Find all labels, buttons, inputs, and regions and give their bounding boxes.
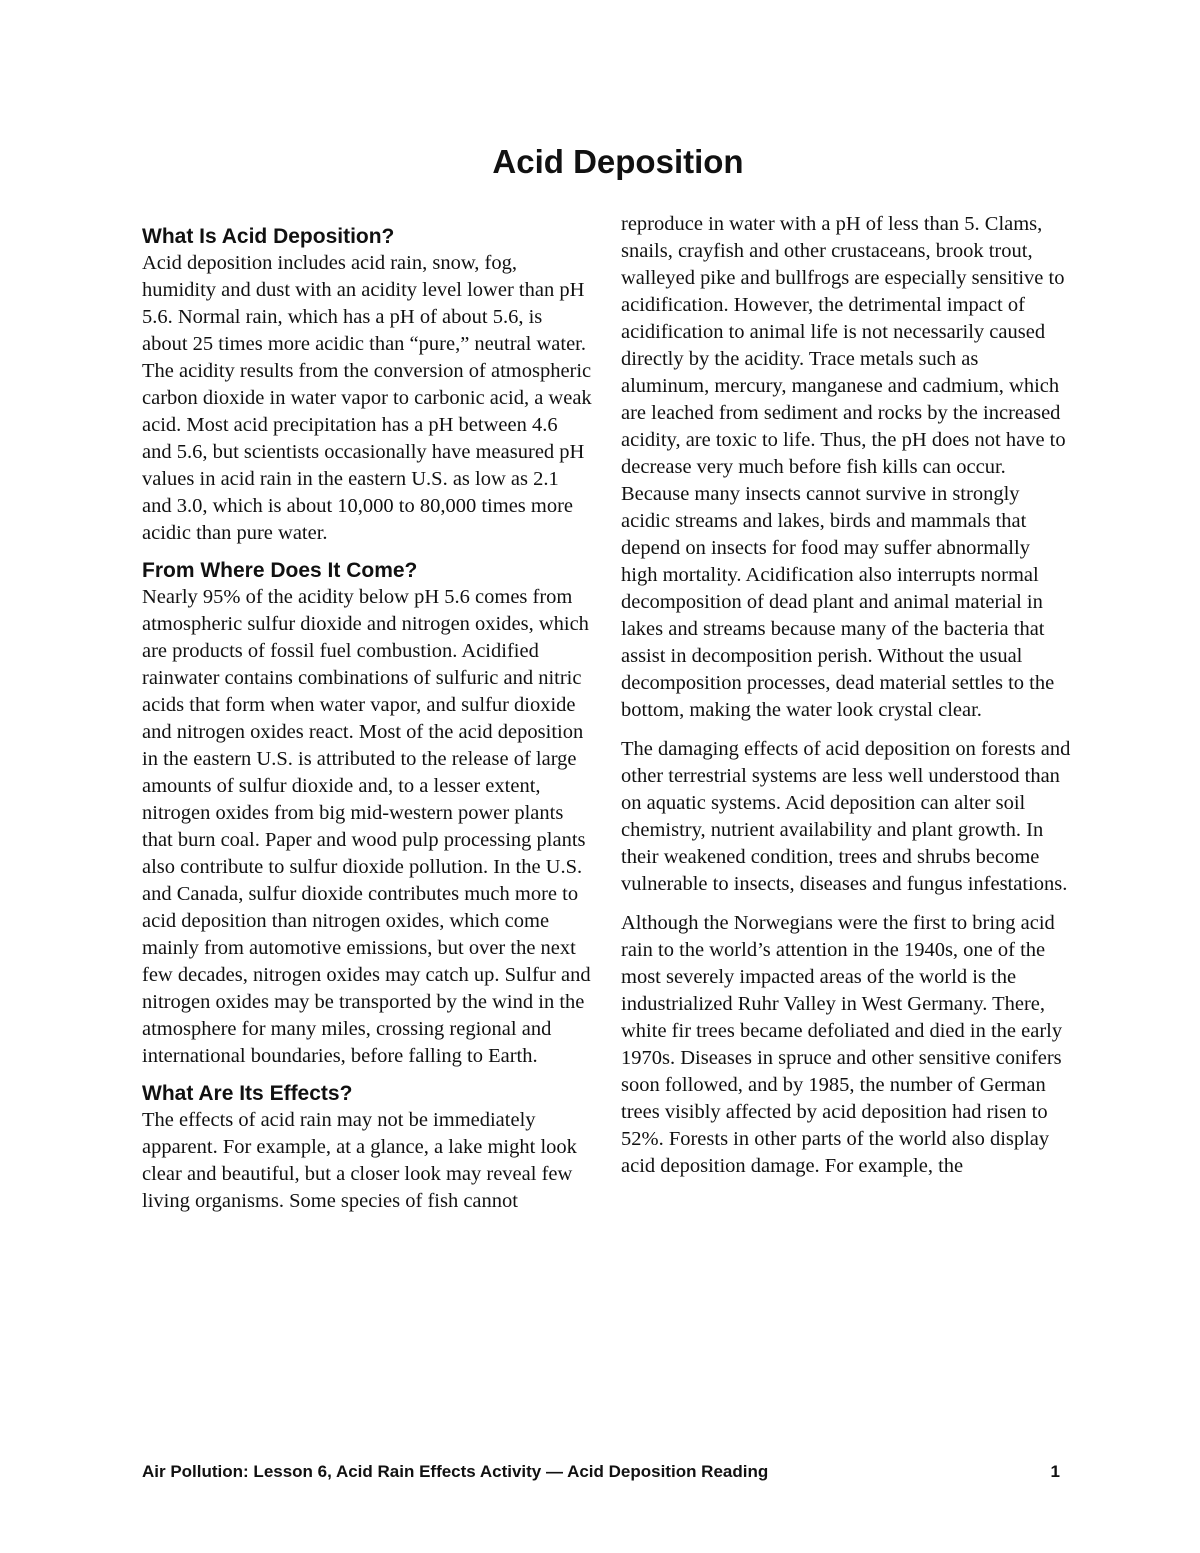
paragraph-effects: The effects of acid rain may not be immediately apparent. For example, at a glance, a lake might look clear and beautiful, but a closer look may reveal few living organisms. Some species of fish cannot	[142, 1109, 577, 1212]
section-heading-effects: What Are Its Effects?	[142, 1082, 353, 1105]
page-footer	[142, 1460, 1060, 1484]
paragraph-what-is: Acid deposition includes acid rain, snow, fog, humidity and dust with an acidity level lower than pH 5.6. Normal rain, which has a pH of about 5.6, is about 25 times more acidic than “pure,” neutral water. The acidity results from the conversion of atmospheric carbon dioxide in water vapor to carbonic acid, a weak acid. Most acid precipitation has a pH between 4.6 and 5.6, but scientists occasionally have measured pH values in acid rain in the eastern U.S. as low as 2.1 and 3.0, which is about 10,000 to 80,000 times more acidic than pure water.	[142, 252, 592, 544]
section-heading-from-where: From Where Does It Come?	[142, 559, 418, 582]
footer-text: Air Pollution: Lesson 6, Acid Rain Effects Activity — Acid Deposition Reading	[142, 1462, 769, 1481]
paragraph-ruhr-valley: Although the Norwegians were the first to bring acid rain to the world’s attention in the 1940s, one of the most severely impacted areas of the world is the industrialized Ruhr Valley in West Germany. There, white fir trees became defoliated and died in the early 1970s. Diseases in spruce and other sensitive conifers soon followed, and by 1985, the number of German trees visibly affected by acid deposition had risen to 52%. Forests in other parts of the world also display acid deposition damage. For example, the	[621, 912, 1063, 1177]
page-number: 1	[1050, 1462, 1060, 1481]
left-column	[142, 223, 592, 1215]
paragraph-aquatic-effects: reproduce in water with a pH of less than 5. Clams, snails, crayfish and other crustaceans, brook trout, walleyed pike and bullfrogs are especially sensitive to acidification. However, the detrimental impact of acidification to animal life is not necessarily caused directly by the acidity. Trace metals such as aluminum, mercury, manganese and cadmium, which are leached from sediment and rocks by the increased acidity, are toxic to life. Thus, the pH does not have to decrease very much before fish kills can occur. Because many insects cannot survive in strongly acidic streams and lakes, birds and mammals that depend on insects for food may suffer abnormally high mortality. Acidification also interrupts normal decomposition of dead plant and animal material in lakes and streams because many of the bacteria that assist in decomposition perish. Without the usual decomposition processes, dead material settles to the bottom, making the water look crystal clear.	[621, 213, 1066, 721]
page-title: Acid Deposition	[492, 143, 744, 180]
paragraph-terrestrial-effects: The damaging effects of acid deposition on forests and other terrestrial systems are less well understood than on aquatic systems. Acid deposition can alter soil chemistry, nutrient availability and plant growth. In their weakened condition, trees and shrubs become vulnerable to insects, diseases and fungus infestations.	[621, 738, 1071, 895]
paragraph-from-where: Nearly 95% of the acidity below pH 5.6 comes from atmospheric sulfur dioxide and nitrogen oxides, which are products of fossil fuel combustion. Acidified rainwater contains combinations of sulfuric and nitric acids that form when water vapor, and sulfur dioxide and nitrogen oxides react. Most of the acid deposition in the eastern U.S. is attributed to the release of large amounts of sulfur dioxide and, to a lesser extent, nitrogen oxides from big mid-western power plants that burn coal. Paper and wood pulp processing plants also contribute to sulfur dioxide pollution. In the U.S. and Canada, sulfur dioxide contributes much more to acid deposition than nitrogen oxides, which come mainly from automotive emissions, but over the next few decades, nitrogen oxides may catch up. Sulfur and nitrogen oxides may be transported by the wind in the atmosphere for many miles, crossing regional and international boundaries, before falling to Earth.	[142, 586, 591, 1067]
section-heading-what-is: What Is Acid Deposition?	[142, 225, 395, 248]
right-column	[621, 211, 1071, 1180]
